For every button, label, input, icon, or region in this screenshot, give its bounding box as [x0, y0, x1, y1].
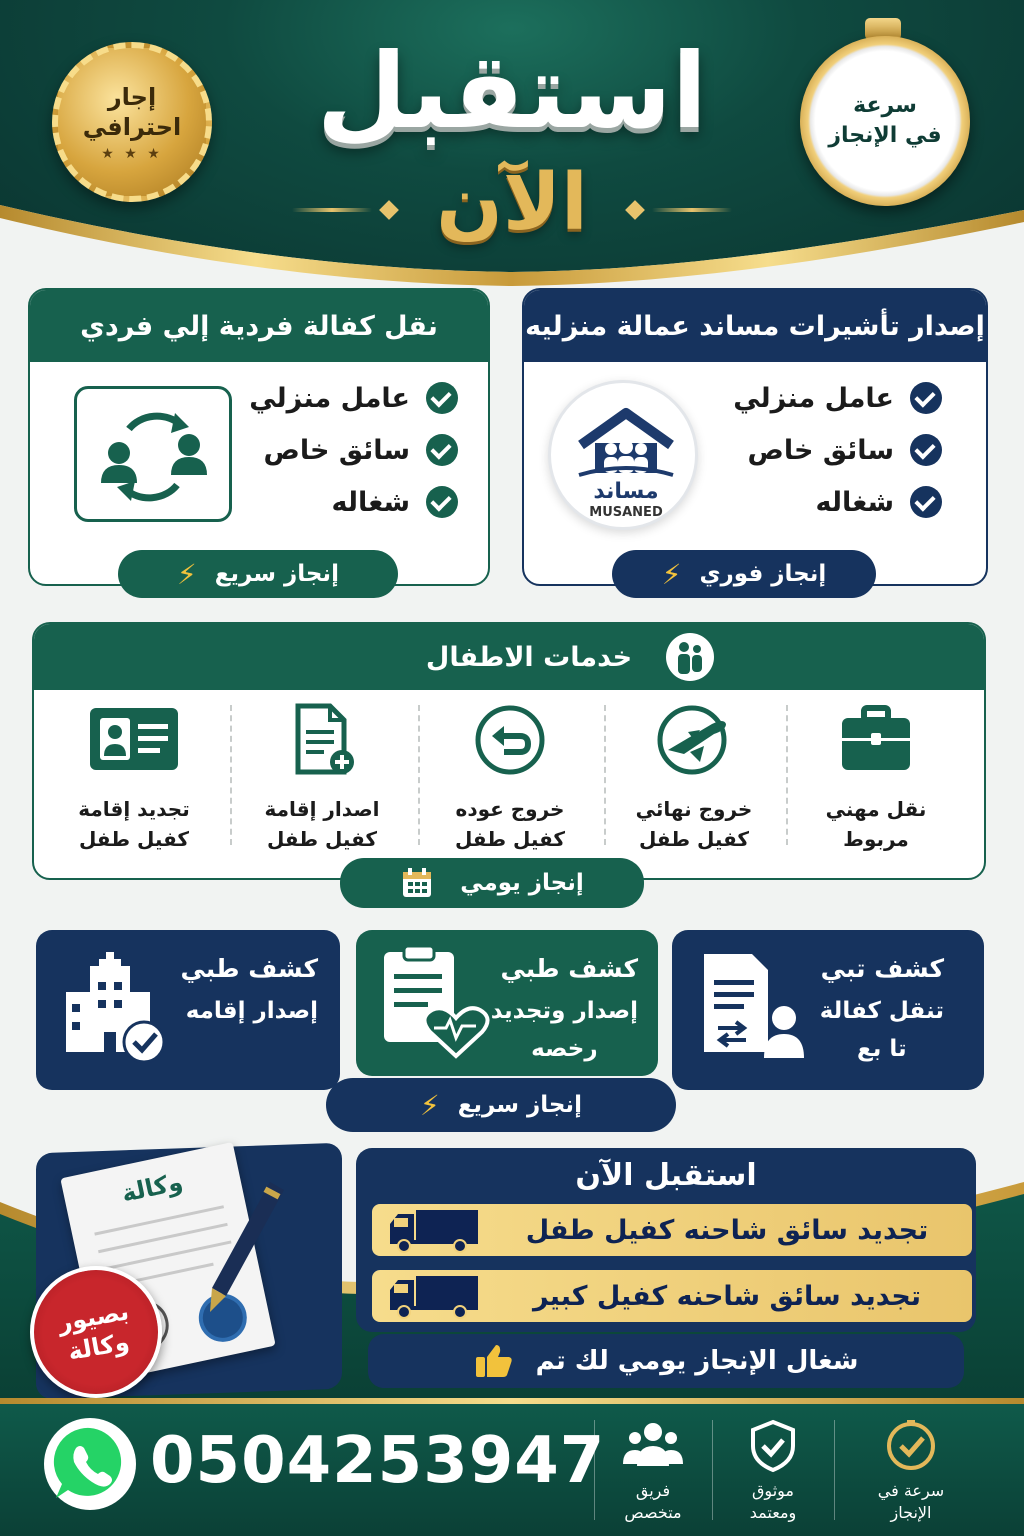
clock-check-icon — [883, 1418, 939, 1474]
children-badge-text: إنجاز يومي — [460, 870, 584, 896]
divider — [604, 705, 606, 845]
calendar-icon — [400, 866, 434, 900]
check-icon — [910, 486, 942, 518]
title-line-left — [292, 208, 372, 212]
service-item: خروج عوده كفيل طفل — [420, 700, 600, 854]
check-icon — [426, 382, 458, 414]
truck-icon — [386, 1272, 482, 1320]
main-title: استقبل — [316, 30, 708, 152]
phone-number[interactable]: 0504253947 — [150, 1424, 606, 1498]
medical-badge — [326, 1078, 676, 1132]
transfer-icon-box — [74, 386, 232, 522]
list-item: شغاله — [733, 476, 942, 528]
medical-card-transfer: كشف تبي تنقل كفالة تا بع — [672, 930, 984, 1090]
people-exchange-icon — [77, 389, 229, 519]
truck-row — [372, 1204, 972, 1256]
daily-work-banner — [368, 1334, 964, 1388]
musaned-panel-title: إصدار تأشيرات مساند عمالة منزليه — [524, 290, 986, 362]
document-add-icon — [282, 700, 362, 780]
professional-seal — [52, 42, 212, 202]
truck-row — [372, 1270, 972, 1322]
feature-team: فريق متخصص — [598, 1418, 708, 1524]
receive-now-title: استقبل الآن — [575, 1158, 757, 1193]
medical-badge-text: إنجاز سريع — [457, 1092, 582, 1118]
stamp-line1: بصيور — [55, 1297, 131, 1338]
list-item: عامل منزلي — [733, 372, 942, 424]
lightning-icon: ⚡ — [661, 557, 682, 591]
hospital-check-icon — [60, 948, 170, 1068]
musaned-logo-ar: مساند — [593, 479, 659, 504]
stopwatch-icon — [800, 36, 970, 206]
return-icon — [470, 700, 550, 780]
title-line-right — [652, 208, 732, 212]
musaned-logo — [548, 380, 698, 530]
watch-line1: سرعة — [853, 93, 917, 118]
transfer-checklist — [249, 372, 458, 528]
service-item: تجديد إقامة كفيل طفل — [44, 700, 224, 854]
transfer-panel-title: نقل كفالة فردية إلي فردي — [30, 290, 488, 362]
lightning-icon: ⚡ — [177, 557, 197, 591]
musaned-badge-text: إنجاز فوري — [699, 561, 827, 587]
transfer-panel — [28, 288, 490, 586]
list-item: عامل منزلي — [249, 372, 458, 424]
check-icon — [910, 434, 942, 466]
pen-icon — [200, 1176, 290, 1316]
children-panel-header — [34, 624, 984, 690]
id-card-icon — [86, 700, 182, 780]
children-badge — [340, 858, 644, 908]
service-item: نقل مهني مربوط — [786, 700, 966, 854]
list-item: شغاله — [249, 476, 458, 528]
check-icon — [426, 486, 458, 518]
medical-card-license: كشف طبي إصدار وتجديد رخصه — [356, 930, 658, 1076]
medical-card-residence: كشف طبي إصدار إقامه — [36, 930, 340, 1090]
lightning-icon: ⚡ — [420, 1088, 440, 1122]
truck-row-text: تجديد سائق شاحنه كفيل طفل — [525, 1214, 929, 1246]
seal-line1: إجار — [107, 83, 157, 111]
musaned-checklist — [733, 372, 942, 528]
truck-row-text: تجديد سائق شاحنه كفيل كبير — [532, 1280, 922, 1312]
daily-work-text: شغال الإنجاز يومي لك تم — [535, 1346, 859, 1376]
divider — [594, 1420, 595, 1520]
check-icon — [426, 434, 458, 466]
check-icon — [910, 382, 942, 414]
service-item: اصدار إقامة كفيل طفل — [232, 700, 412, 854]
musaned-logo-en: MUSANED — [589, 505, 663, 520]
list-item: سائق خاص — [249, 424, 458, 476]
seal-stars: ★ ★ ★ — [101, 146, 163, 162]
truck-icon — [386, 1206, 482, 1254]
transfer-badge — [118, 550, 398, 598]
musaned-badge — [612, 550, 876, 598]
divider — [712, 1420, 713, 1520]
feature-trusted: موثوق ومعتمد — [718, 1418, 828, 1524]
divider — [834, 1420, 835, 1520]
divider — [418, 705, 420, 845]
briefcase-icon — [836, 700, 916, 780]
watch-line2: في الإنجاز — [828, 123, 942, 148]
agency-document-title: وكالة — [119, 1167, 186, 1208]
list-item: سائق خاص — [733, 424, 942, 476]
whatsapp-icon[interactable] — [44, 1418, 136, 1510]
main-subtitle: الآن — [436, 158, 588, 248]
divider — [786, 705, 788, 845]
transfer-badge-text: إنجاز سريع — [214, 561, 339, 587]
stamp-line2: وكالة — [65, 1327, 132, 1366]
medical-report-icon — [378, 944, 490, 1064]
shield-check-icon — [745, 1418, 801, 1474]
thumbs-up-icon — [474, 1343, 514, 1379]
seal-line2: احترافي — [82, 113, 182, 141]
airplane-icon — [654, 700, 734, 780]
service-item: خروج نهائي كفيل طفل — [604, 700, 784, 854]
divider — [230, 705, 232, 845]
children-icon — [666, 633, 714, 681]
musaned-panel — [522, 288, 988, 586]
document-transfer-icon — [696, 948, 806, 1068]
children-panel-title: خدمات الاطفال — [425, 641, 633, 673]
team-icon — [623, 1418, 683, 1474]
feature-speed: سرعة في الإنجاز — [856, 1418, 966, 1524]
